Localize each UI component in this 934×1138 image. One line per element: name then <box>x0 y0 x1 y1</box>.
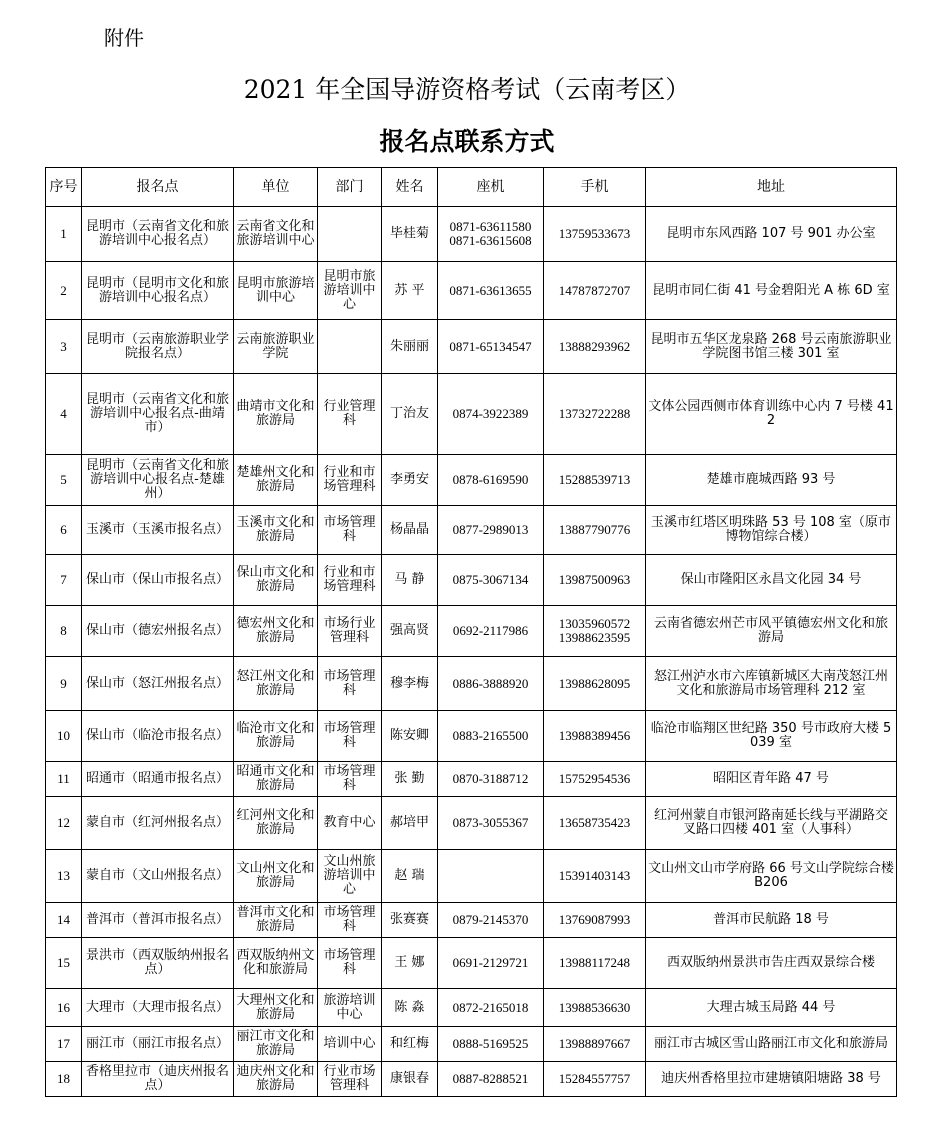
cell-address: 玉溪市红塔区明珠路 53 号 108 室（原市博物馆综合楼） <box>646 506 897 555</box>
cell-name: 朱丽丽 <box>382 320 438 374</box>
cell-dept: 市场行业管理科 <box>318 606 382 657</box>
cell-site: 蒙自市（文山州报名点） <box>82 850 234 903</box>
table-row <box>46 455 897 506</box>
cell-mobile: 13988897667 <box>544 1027 646 1062</box>
cell-dept: 行业市场管理科 <box>318 1062 382 1097</box>
cell-site: 丽江市（丽江市报名点） <box>82 1027 234 1062</box>
cell-site: 大理市（大理市报名点） <box>82 989 234 1027</box>
cell-no: 7 <box>46 555 82 606</box>
cell-site: 昆明市（云南省文化和旅游培训中心报名点-曲靖市） <box>82 374 234 455</box>
table-row <box>46 850 897 903</box>
cell-phone <box>438 850 544 903</box>
cell-no: 6 <box>46 506 82 555</box>
cell-dept: 培训中心 <box>318 1027 382 1062</box>
cell-mobile: 13988536630 <box>544 989 646 1027</box>
cell-name: 郝培甲 <box>382 797 438 850</box>
cell-no: 12 <box>46 797 82 850</box>
table-row <box>46 207 897 262</box>
cell-site: 昆明市（昆明市文化和旅游培训中心报名点） <box>82 262 234 320</box>
table-row <box>46 762 897 797</box>
cell-no: 11 <box>46 762 82 797</box>
cell-dept: 旅游培训中心 <box>318 989 382 1027</box>
table-row <box>46 657 897 711</box>
cell-site: 昆明市（云南省文化和旅游培训中心报名点） <box>82 207 234 262</box>
cell-dept: 市场管理科 <box>318 903 382 938</box>
cell-dept: 市场管理科 <box>318 711 382 762</box>
col-header-dept: 部门 <box>318 168 382 207</box>
cell-phone: 0886-3888920 <box>438 657 544 711</box>
cell-phone: 0875-3067134 <box>438 555 544 606</box>
cell-phone: 0887-8288521 <box>438 1062 544 1097</box>
table-row <box>46 797 897 850</box>
cell-address: 云南省德宏州芒市风平镇德宏州文化和旅游局 <box>646 606 897 657</box>
cell-name: 张赛赛 <box>382 903 438 938</box>
cell-mobile: 15288539713 <box>544 455 646 506</box>
col-header-no: 序号 <box>46 168 82 207</box>
cell-dept: 行业管理科 <box>318 374 382 455</box>
cell-site: 玉溪市（玉溪市报名点） <box>82 506 234 555</box>
cell-no: 1 <box>46 207 82 262</box>
cell-unit: 昆明市旅游培训中心 <box>234 262 318 320</box>
cell-address: 迪庆州香格里拉市建塘镇阳塘路 38 号 <box>646 1062 897 1097</box>
cell-address: 红河州蒙自市银河路南延长线与平湖路交叉路口四楼 401 室（人事科） <box>646 797 897 850</box>
cell-dept <box>318 320 382 374</box>
cell-mobile: 13987500963 <box>544 555 646 606</box>
cell-mobile: 13988389456 <box>544 711 646 762</box>
cell-mobile: 13732722288 <box>544 374 646 455</box>
cell-address: 昆明市五华区龙泉路 268 号云南旅游职业学院图书馆三楼 301 室 <box>646 320 897 374</box>
cell-unit: 迪庆州文化和旅游局 <box>234 1062 318 1097</box>
cell-dept: 教育中心 <box>318 797 382 850</box>
cell-dept: 市场管理科 <box>318 762 382 797</box>
cell-phone: 0871-65134547 <box>438 320 544 374</box>
cell-name: 赵 瑞 <box>382 850 438 903</box>
table-row <box>46 903 897 938</box>
col-header-address: 地址 <box>646 168 897 207</box>
cell-name: 王 娜 <box>382 938 438 989</box>
contacts-table <box>45 167 897 1097</box>
cell-mobile: 15391403143 <box>544 850 646 903</box>
table-row <box>46 320 897 374</box>
cell-address: 普洱市民航路 18 号 <box>646 903 897 938</box>
cell-mobile: 14787872707 <box>544 262 646 320</box>
table-row <box>46 989 897 1027</box>
cell-address: 楚雄市鹿城西路 93 号 <box>646 455 897 506</box>
cell-dept: 行业和市场管理科 <box>318 555 382 606</box>
cell-phone: 0872-2165018 <box>438 989 544 1027</box>
cell-unit: 临沧市文化和旅游局 <box>234 711 318 762</box>
cell-site: 保山市（怒江州报名点） <box>82 657 234 711</box>
cell-dept: 文山州旅游培训中心 <box>318 850 382 903</box>
cell-phone: 0879-2145370 <box>438 903 544 938</box>
cell-unit: 昭通市文化和旅游局 <box>234 762 318 797</box>
cell-name: 强高贤 <box>382 606 438 657</box>
cell-mobile: 13988117248 <box>544 938 646 989</box>
cell-site: 昭通市（昭通市报名点） <box>82 762 234 797</box>
cell-name: 马 静 <box>382 555 438 606</box>
cell-site: 景洪市（西双版纳州报名点） <box>82 938 234 989</box>
cell-dept: 昆明市旅游培训中心 <box>318 262 382 320</box>
cell-address: 大理古城玉局路 44 号 <box>646 989 897 1027</box>
cell-no: 14 <box>46 903 82 938</box>
cell-name: 和红梅 <box>382 1027 438 1062</box>
cell-site: 普洱市（普洱市报名点） <box>82 903 234 938</box>
cell-site: 香格里拉市（迪庆州报名点） <box>82 1062 234 1097</box>
cell-no: 3 <box>46 320 82 374</box>
cell-name: 苏 平 <box>382 262 438 320</box>
table-row <box>46 938 897 989</box>
cell-no: 5 <box>46 455 82 506</box>
cell-unit: 德宏州文化和旅游局 <box>234 606 318 657</box>
cell-unit: 西双版纳州文化和旅游局 <box>234 938 318 989</box>
cell-name: 陈安卿 <box>382 711 438 762</box>
cell-phone: 0691-2129721 <box>438 938 544 989</box>
cell-phone: 0883-2165500 <box>438 711 544 762</box>
cell-unit: 保山市文化和旅游局 <box>234 555 318 606</box>
cell-mobile: 13769087993 <box>544 903 646 938</box>
cell-dept: 市场管理科 <box>318 506 382 555</box>
cell-no: 18 <box>46 1062 82 1097</box>
cell-unit: 曲靖市文化和旅游局 <box>234 374 318 455</box>
col-header-unit: 单位 <box>234 168 318 207</box>
cell-address: 文体公园西侧市体育训练中心内 7 号楼 412 <box>646 374 897 455</box>
cell-address: 文山州文山市学府路 66 号文山学院综合楼 B206 <box>646 850 897 903</box>
cell-phone: 0870-3188712 <box>438 762 544 797</box>
cell-unit: 玉溪市文化和旅游局 <box>234 506 318 555</box>
cell-unit: 红河州文化和旅游局 <box>234 797 318 850</box>
cell-address: 昭阳区青年路 47 号 <box>646 762 897 797</box>
cell-no: 4 <box>46 374 82 455</box>
cell-name: 穆李梅 <box>382 657 438 711</box>
table-row <box>46 1027 897 1062</box>
cell-no: 10 <box>46 711 82 762</box>
cell-dept: 市场管理科 <box>318 657 382 711</box>
cell-site: 保山市（临沧市报名点） <box>82 711 234 762</box>
cell-address: 丽江市古城区雪山路丽江市文化和旅游局 <box>646 1027 897 1062</box>
table-row <box>46 374 897 455</box>
cell-phone: 0692-2117986 <box>438 606 544 657</box>
cell-unit: 怒江州文化和旅游局 <box>234 657 318 711</box>
cell-site: 保山市（德宏州报名点） <box>82 606 234 657</box>
cell-address: 保山市隆阳区永昌文化园 34 号 <box>646 555 897 606</box>
cell-site: 昆明市（云南省文化和旅游培训中心报名点-楚雄州） <box>82 455 234 506</box>
cell-name: 陈 淼 <box>382 989 438 1027</box>
document-title: 2021 年全国导游资格考试（云南考区） <box>243 75 691 104</box>
cell-unit: 丽江市文化和旅游局 <box>234 1027 318 1062</box>
col-header-phone: 座机 <box>438 168 544 207</box>
cell-no: 9 <box>46 657 82 711</box>
table-header-row <box>46 168 897 207</box>
cell-mobile: 13658735423 <box>544 797 646 850</box>
cell-no: 15 <box>46 938 82 989</box>
cell-site: 蒙自市（红河州报名点） <box>82 797 234 850</box>
cell-mobile: 13888293962 <box>544 320 646 374</box>
table-body <box>46 207 897 1097</box>
cell-mobile: 13759533673 <box>544 207 646 262</box>
cell-phone: 0877-2989013 <box>438 506 544 555</box>
cell-name: 毕桂菊 <box>382 207 438 262</box>
cell-address: 怒江州泸水市六库镇新城区大南茂怒江州文化和旅游局市场管理科 212 室 <box>646 657 897 711</box>
cell-unit: 大理州文化和旅游局 <box>234 989 318 1027</box>
cell-unit: 楚雄州文化和旅游局 <box>234 455 318 506</box>
table-row <box>46 711 897 762</box>
cell-name: 丁治友 <box>382 374 438 455</box>
cell-no: 17 <box>46 1027 82 1062</box>
cell-no: 2 <box>46 262 82 320</box>
table-row <box>46 262 897 320</box>
cell-name: 李勇安 <box>382 455 438 506</box>
cell-no: 16 <box>46 989 82 1027</box>
table-row <box>46 606 897 657</box>
attachment-label: 附件 <box>104 26 144 50</box>
cell-phone: 0871-63611580 0871-63615608 <box>438 207 544 262</box>
cell-mobile: 15284557757 <box>544 1062 646 1097</box>
table-row <box>46 1062 897 1097</box>
cell-dept: 市场管理科 <box>318 938 382 989</box>
cell-dept: 行业和市场管理科 <box>318 455 382 506</box>
cell-address: 西双版纳州景洪市告庄西双景综合楼 <box>646 938 897 989</box>
cell-unit: 云南省文化和旅游培训中心 <box>234 207 318 262</box>
cell-mobile: 13887790776 <box>544 506 646 555</box>
cell-name: 张 勤 <box>382 762 438 797</box>
cell-address: 昆明市同仁街 41 号金碧阳光 A 栋 6D 室 <box>646 262 897 320</box>
cell-mobile: 13035960572 13988623595 <box>544 606 646 657</box>
cell-phone: 0874-3922389 <box>438 374 544 455</box>
col-header-name: 姓名 <box>382 168 438 207</box>
cell-name: 康银春 <box>382 1062 438 1097</box>
cell-address: 昆明市东风西路 107 号 901 办公室 <box>646 207 897 262</box>
col-header-mobile: 手机 <box>544 168 646 207</box>
cell-mobile: 13988628095 <box>544 657 646 711</box>
cell-mobile: 15752954536 <box>544 762 646 797</box>
cell-no: 13 <box>46 850 82 903</box>
cell-phone: 0871-63613655 <box>438 262 544 320</box>
cell-unit: 普洱市文化和旅游局 <box>234 903 318 938</box>
cell-name: 杨晶晶 <box>382 506 438 555</box>
cell-dept <box>318 207 382 262</box>
cell-unit: 云南旅游职业学院 <box>234 320 318 374</box>
cell-phone: 0888-5169525 <box>438 1027 544 1062</box>
table-row <box>46 555 897 606</box>
cell-phone: 0878-6169590 <box>438 455 544 506</box>
cell-site: 保山市（保山市报名点） <box>82 555 234 606</box>
cell-no: 8 <box>46 606 82 657</box>
cell-address: 临沧市临翔区世纪路 350 号市政府大楼 5039 室 <box>646 711 897 762</box>
cell-phone: 0873-3055367 <box>438 797 544 850</box>
col-header-site: 报名点 <box>82 168 234 207</box>
table-row <box>46 506 897 555</box>
document-subtitle: 报名点联系方式 <box>379 127 555 156</box>
cell-site: 昆明市（云南旅游职业学院报名点） <box>82 320 234 374</box>
cell-unit: 文山州文化和旅游局 <box>234 850 318 903</box>
